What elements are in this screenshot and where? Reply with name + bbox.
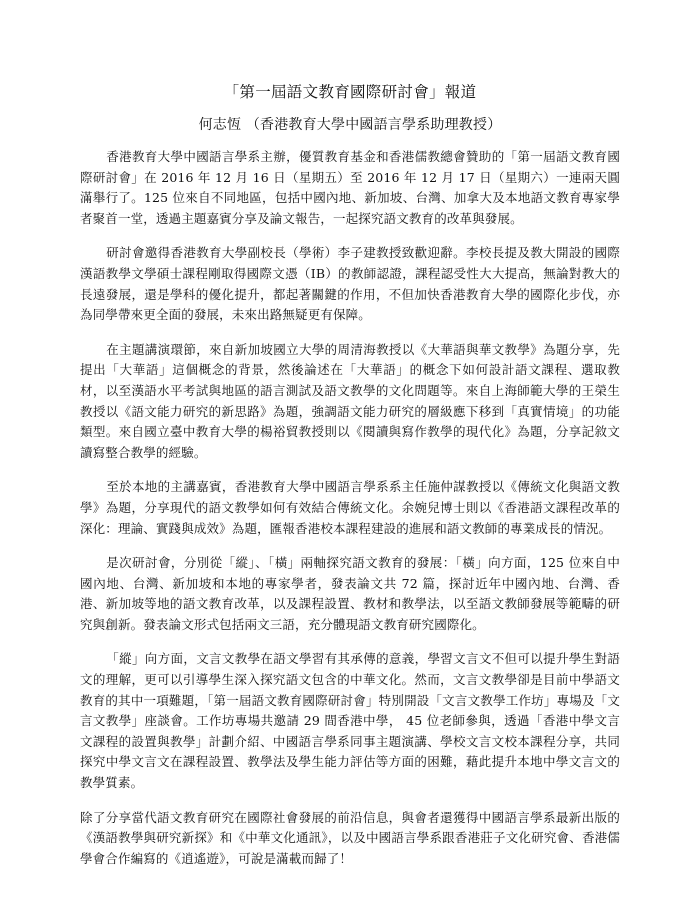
paragraph-keynotes: 在主題講演環節，來自新加坡國立大學的周清海教授以《大華語與華文教學》為題分享，先提出「大華語」這個概念的背景，然後論述在「大華語」的概念下如何設計語文課程、選取教材，以至漢語水平考試與地區的語言測試及語文教學的文化問題等。來自上海師範大學的王榮生教授以《語文能力研究的新思路》為題，強調語文能力研究的層級應下移到「真實情境」的功能類型。來自國立臺中教育大學的楊裕貿教授則以《閱讀與寫作教學的現代化》為題，分享記敘文讀寫整合教學的經驗。 <box>80 341 620 460</box>
paragraph-horizontal-axis: 是次研討會，分別從「縱」、「橫」兩軸探究語文教育的發展：「橫」向方面，125 位來自中國內地、台灣、新加坡和本地的專家學者，發表論文共 72 篇，探討近年中國內地、台灣、香港、新加坡等地的語文教育改革，以及課程設置、教材和教學法，以至語文教師發展等範疇的研究與創新。發表論文形式包括兩文三語，充分體現語文教育研究國際化。 <box>80 555 620 632</box>
author-byline: 何志恆 （香港教育大學中國語言學系助理教授） <box>198 117 502 133</box>
article <box>80 82 620 883</box>
paragraph-closing: 除了分享當代語文教育研究在國際社會發展的前沿信息，與會者還獲得中國語言學系最新出版的《漢語教學與研究新探》和《中華文化通訊》，以及中國語言學系跟香港莊子文化研究會、香港儒學會合作編寫的《逍遙遊》，可說是滿載而歸了！ <box>80 809 620 866</box>
paragraph-vertical-axis: 「縱」向方面，文言文教學在語文學習有其承傳的意義，學習文言文不但可以提升學生對語文的理解，更可以引導學生深入探究語文包含的中華文化。然而，文言文教學卻是目前中學語文教育的其中一項難題，「第一屆語文教育國際研討會」特別開設「文言文教學工作坊」專場及「文言文教學」座談會。工作坊專場共邀請 29 間香港中學， 45 位老師參與，透過「香港中學文言文課程的設置與教學」計劃介紹、中國語言學系同事主題演講、學校文言文校本課程分享，共同探究中學文言文在課程設置、教學法及學生能力評估等方面的困難，藉此提升本地中學文言文的教學質素。 <box>80 651 620 791</box>
article-title: 「第一屆語文教育國際研討會」報道 <box>223 83 477 101</box>
paragraph-opening-speech: 研討會邀得香港教育大學副校長（學術）李子建教授致歡迎辭。李校長提及教大開設的國際漢語教學文學碩士課程剛取得國際文憑（IB）的教師認證，課程認受性大大提高，無論對教大的長遠發展，還是學科的優化提升，都起著關鍵的作用，不但加快香港教育大學的國際化步伐，亦為同學帶來更全面的發展，未來出路無疑更有保障。 <box>80 245 620 323</box>
paragraph-local-speakers: 至於本地的主講嘉賓，香港教育大學中國語言學系系主任施仲謀教授以《傳統文化與語文教學》為題，分享現代的語文教學如何有效結合傳統文化。余婉兒博士則以《香港語文課程改革的深化：理論、實踐與成效》為題，匯報香港校本課程建設的進展和語文教師的專業成長的情況。 <box>80 479 620 536</box>
paragraph-intro: 香港教育大學中國語言學系主辦，優質教育基金和香港儒教總會贊助的「第一屆語文教育國際研討會」在 2016 年 12 月 16 日（星期五）至 2016 年 12 月 17 日（星期六）一連兩天圓滿舉行了。125 位來自不同地區，包括中國內地、新加坡、台灣、加拿大及本地語文教育專家學者聚首一堂，透過主題嘉賓分享及論文報告，一起探究語文教育的改革與發展。 <box>80 149 620 226</box>
